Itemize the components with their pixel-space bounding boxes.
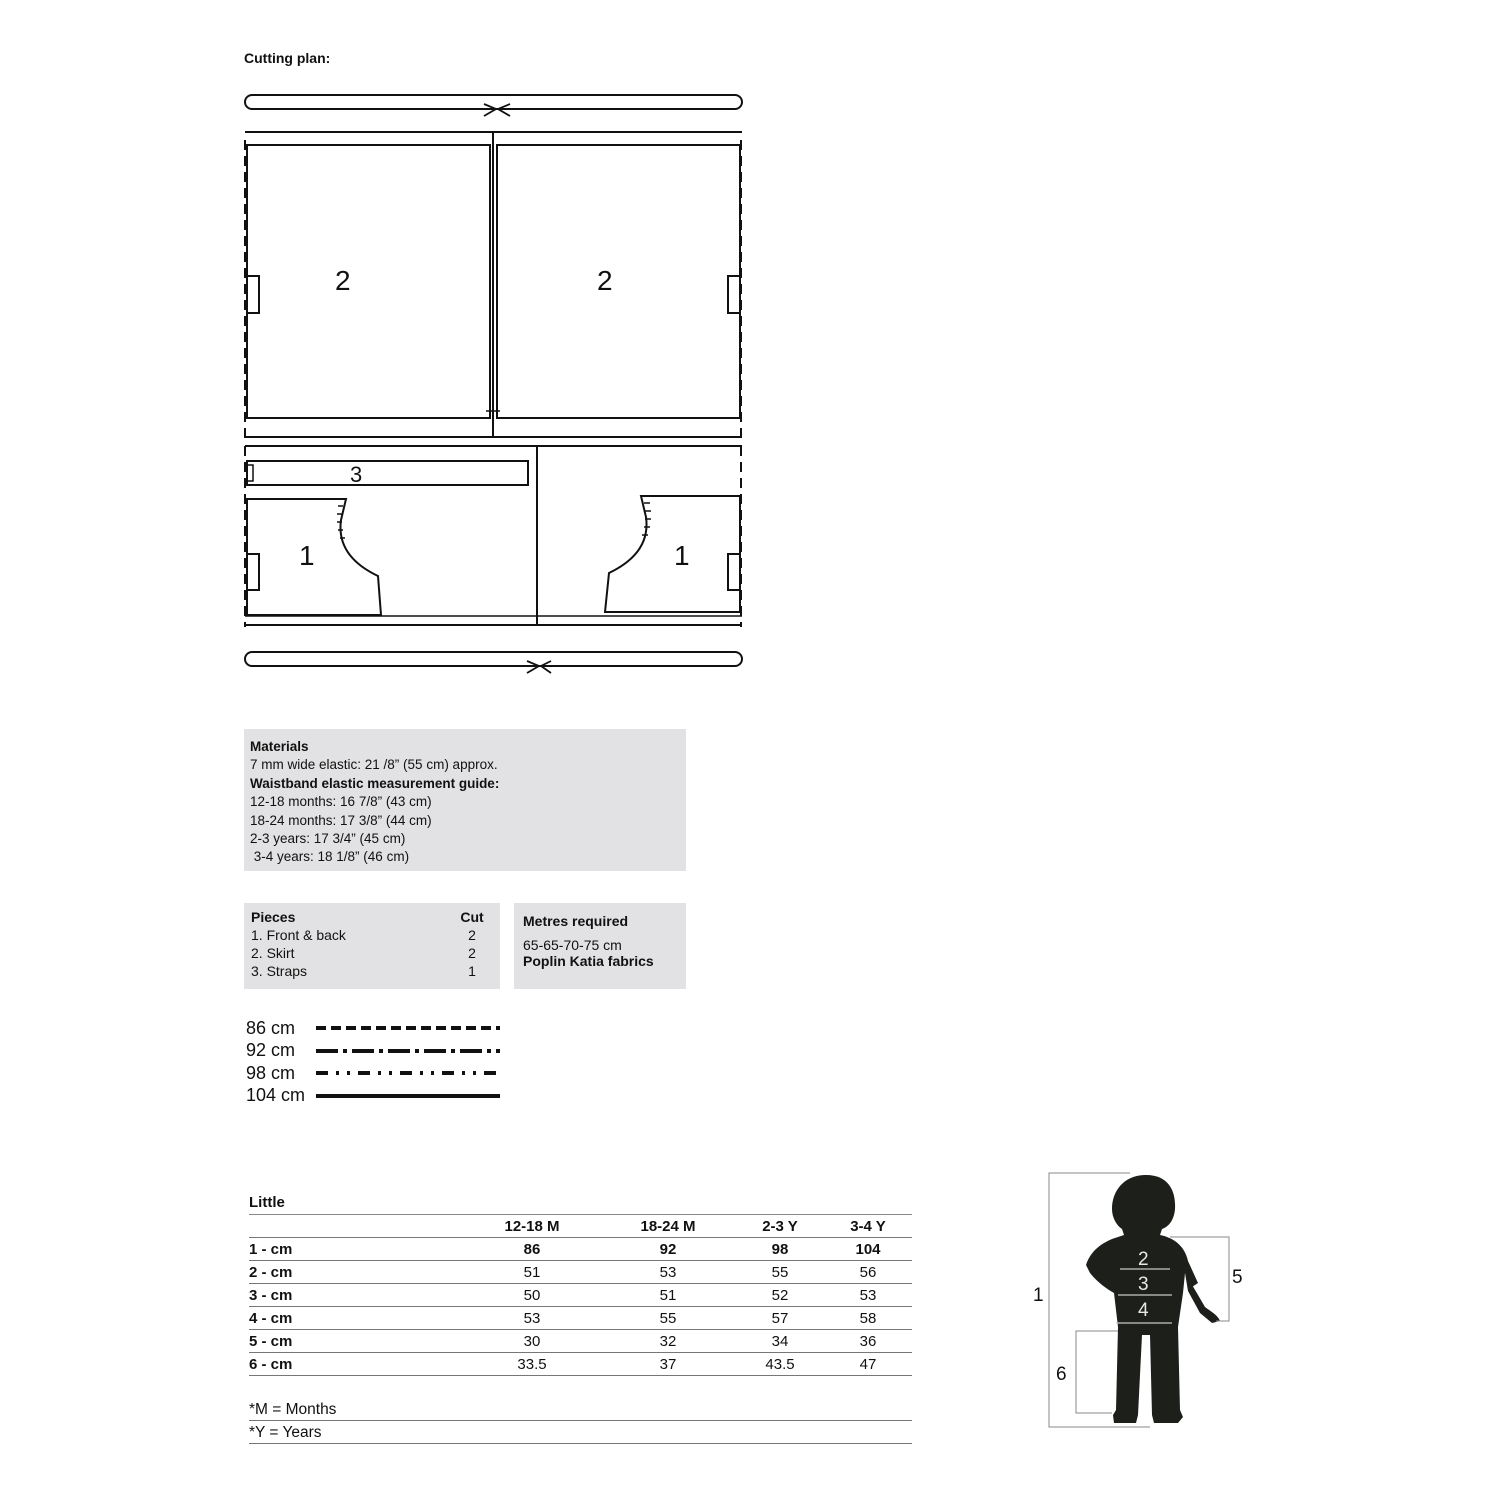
table-cell: 51 — [464, 1261, 600, 1284]
table-cell: 104 — [824, 1238, 912, 1261]
note-years: *Y = Years — [249, 1421, 912, 1444]
table-cell: 53 — [824, 1284, 912, 1307]
table-cell: 56 — [824, 1261, 912, 1284]
row-label: 2 - cm — [249, 1261, 464, 1284]
legend-line-dash-dot — [316, 1048, 500, 1054]
figure-label-3: 3 — [1138, 1274, 1149, 1295]
pieces-box — [244, 903, 500, 989]
table-cell: 53 — [464, 1307, 600, 1330]
column-header: 2-3 Y — [736, 1215, 824, 1238]
column-header: 18-24 M — [600, 1215, 736, 1238]
table-cell: 37 — [600, 1353, 736, 1376]
cutting-plan-diagram — [0, 0, 760, 700]
table-cell: 92 — [600, 1238, 736, 1261]
legend-line-dashed — [316, 1025, 500, 1031]
row-label: 3 - cm — [249, 1284, 464, 1307]
table-row — [249, 1307, 912, 1330]
legend-row — [246, 1040, 506, 1063]
skirt-left-number: 2 — [335, 265, 351, 296]
row-label: 1 - cm — [249, 1238, 464, 1261]
materials-elastic: 7 mm wide elastic: 21 /8” (55 cm) approx. — [250, 757, 498, 773]
metres-fabric: Poplin Katia fabrics — [523, 953, 654, 969]
legend-label: 92 cm — [246, 1040, 296, 1061]
piece-cut: 2 — [468, 927, 476, 943]
table-cell: 34 — [736, 1330, 824, 1353]
table-cell: 33.5 — [464, 1353, 600, 1376]
table-row — [249, 1284, 912, 1307]
size-notes — [249, 1398, 912, 1444]
table-cell: 55 — [600, 1307, 736, 1330]
piece-cut: 2 — [468, 945, 476, 961]
size-table-caption: Little — [249, 1194, 912, 1215]
piece-cut: 1 — [468, 963, 476, 979]
table-row — [249, 1330, 912, 1353]
table-cell: 53 — [600, 1261, 736, 1284]
legend-line-solid — [316, 1093, 500, 1099]
table-cell: 55 — [736, 1261, 824, 1284]
legend-line-dash-dot-dot — [316, 1070, 500, 1076]
front-piece-right — [605, 496, 740, 612]
table-cell: 98 — [736, 1238, 824, 1261]
metres-value: 65-65-70-75 cm — [523, 937, 622, 953]
child-measurement-figure — [1020, 1165, 1260, 1435]
strap-number: 3 — [350, 462, 363, 487]
pieces-header: Pieces — [251, 909, 296, 925]
legend-row — [246, 1085, 506, 1108]
figure-label-1: 1 — [1033, 1285, 1044, 1306]
table-cell: 86 — [464, 1238, 600, 1261]
table-cell: 52 — [736, 1284, 824, 1307]
skirt-right-number: 2 — [597, 265, 613, 296]
table-row — [249, 1353, 912, 1376]
legend-row — [246, 1017, 506, 1040]
table-header-row — [249, 1215, 912, 1238]
front-right-number: 1 — [674, 540, 690, 571]
page-title: Cutting plan: — [244, 50, 331, 66]
skirt-piece-left — [247, 145, 490, 418]
legend-label: 104 cm — [246, 1085, 306, 1106]
elastic-guide-item: 12-18 months: 16 7/8” (43 cm) — [250, 794, 432, 810]
table-row — [249, 1238, 912, 1261]
strap-piece — [247, 461, 528, 485]
piece-row — [251, 944, 493, 962]
row-label: 4 - cm — [249, 1307, 464, 1330]
legend-row — [246, 1062, 506, 1085]
table-cell: 47 — [824, 1353, 912, 1376]
size-table — [249, 1194, 912, 1376]
row-label: 6 - cm — [249, 1353, 464, 1376]
table-cell: 36 — [824, 1330, 912, 1353]
elastic-guide-item: 3-4 years: 18 1/8” (46 cm) — [250, 849, 410, 865]
skirt-piece-right — [497, 145, 740, 418]
piece-name: 2. Skirt — [251, 945, 295, 961]
table-row — [249, 1261, 912, 1284]
table-cell: 32 — [600, 1330, 736, 1353]
front-left-number: 1 — [299, 540, 315, 571]
piece-row — [251, 962, 493, 980]
piece-row — [251, 926, 493, 944]
bottom-fold-bar — [245, 652, 742, 666]
metres-box — [514, 903, 686, 989]
legend-label: 98 cm — [246, 1062, 296, 1083]
materials-heading: Materials — [250, 739, 309, 754]
column-header — [249, 1215, 464, 1238]
piece-name: 1. Front & back — [251, 927, 346, 943]
elastic-guide-item: 2-3 years: 17 3/4” (45 cm) — [250, 831, 406, 847]
top-fold-bar — [245, 95, 742, 109]
cut-header: Cut — [460, 909, 484, 925]
metres-heading: Metres required — [523, 913, 629, 929]
legend-label: 86 cm — [246, 1017, 296, 1038]
figure-label-5: 5 — [1232, 1267, 1243, 1288]
piece-name: 3. Straps — [251, 963, 308, 979]
elastic-guide-item: 18-24 months: 17 3/8” (44 cm) — [250, 812, 432, 828]
table-cell: 51 — [600, 1284, 736, 1307]
table-cell: 58 — [824, 1307, 912, 1330]
table-cell: 43.5 — [736, 1353, 824, 1376]
child-silhouette — [1086, 1175, 1220, 1423]
row-label: 5 - cm — [249, 1330, 464, 1353]
table-cell: 50 — [464, 1284, 600, 1307]
materials-box — [244, 729, 686, 871]
table-cell: 30 — [464, 1330, 600, 1353]
elastic-guide-heading: Waistband elastic measurement guide: — [250, 775, 500, 791]
table-cell: 57 — [736, 1307, 824, 1330]
figure-label-2: 2 — [1138, 1249, 1149, 1270]
column-header: 12-18 M — [464, 1215, 600, 1238]
size-line-legend — [246, 1017, 506, 1107]
note-months: *M = Months — [249, 1398, 912, 1421]
figure-label-4: 4 — [1138, 1300, 1149, 1321]
column-header: 3-4 Y — [824, 1215, 912, 1238]
figure-label-6: 6 — [1056, 1364, 1067, 1385]
